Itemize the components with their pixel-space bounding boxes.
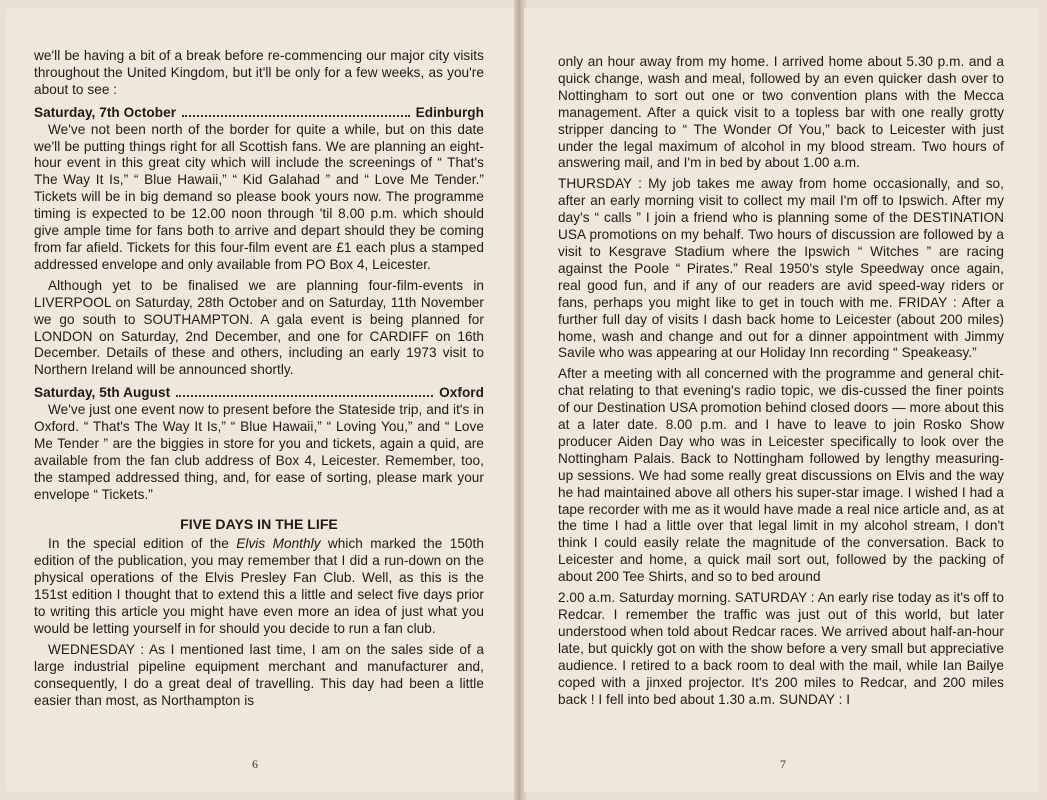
right-column (558, 54, 1004, 712)
text-run: In the special edition of the (48, 536, 237, 552)
left-page (6, 8, 516, 792)
saturday-paragraph: 2.00 a.m. Saturday morning. SATURDAY : An early rise today as it's off to Redcar. I remember the traffic was just out of this world, but later understood when told about Redcar races. We arrived about half-an-hour late, but quickly got on with the show before a very small but appreciative audience. I retired to a back room to deal with the mail, while Ian Bailye coped with a jinxed projector. It's 200 miles to Redcar, and 200 miles back ! I fell into bed about 1.30 a.m. SUNDAY : I (558, 590, 1004, 707)
event-date: Saturday, 7th October (34, 104, 177, 120)
event-city: Edinburgh (415, 104, 484, 120)
right-page (524, 8, 1039, 792)
wednesday-continued: only an hour away from my home. I arrived home about 5.30 p.m. and a quick change, wash and meal, followed by an even quicker dash over to Nottingham to sort out one or two convention plans with the Mecca management. After a quick visit to a topless bar with one really grotty stripper dancing to “ The Wonder Of You,” back to Leicester with just under the legal maximum of alcohol in my blood stream. Two hours of answering mail, and I'm in bed by about 1.00 a.m. (558, 54, 1004, 171)
text-run: which marked the 150th edition of the publication, you may remember that I did a run-down on the physical operations of the Elvis Presley Fan Club. Well, as this is the 151st edition I thought that to extend this a little and select five days prior to writing this article you might have even more an idea of just what you would be letting yourself in for should you decide to run a fan club. (34, 536, 484, 636)
section-title: FIVE DAYS IN THE LIFE (180, 515, 338, 532)
upcoming-events-paragraph: Although yet to be finalised we are planning four-film-events in LIVERPOOL on Saturday, 28th October and on Saturday, 11th November we go south to SOUTHAMPTON. A gala event is being planned for LONDON on Saturday, 2nd December, and one for CARDIFF on 16th December. Details of these and others, including an early 1973 visit to Northern Ireland will be announced shortly. (34, 277, 484, 378)
page-number: 6 (252, 757, 258, 771)
section-paragraph-2: WEDNESDAY : As I mentioned last time, I am on the sales side of a large industrial pipeline equipment merchant and manufacturer and, consequently, I do a great deal of travelling. This day had been a little easier than most, as Northampton is (34, 641, 484, 708)
section-paragraph-1 (34, 536, 484, 637)
event-city: Oxford (439, 385, 484, 401)
page-number: 7 (780, 757, 786, 771)
left-column (34, 48, 484, 714)
event-body-edinburgh: We've not been north of the border for quite a while, but on this date we'll be putting things right for all Scottish fans. We are planning an eight-hour event in this great city which will include the screenings of “ That's The Way It Is,” “ Blue Hawaii,” “ Kid Galahad ” and “ Love Me Tender.” Tickets will be in big demand so please book yours now. The programme timing is expected to be 12.00 noon through 'til 8.00 p.m. which should give ample time for fans both to arrive and depart should they be coming from far afield. Tickets for this four-film event are £1 each plus a stamped addressed envelope and only available from PO Box 4, Leicester. (34, 121, 484, 272)
event-heading-oxford (34, 385, 484, 402)
dot-leader (176, 394, 433, 397)
thursday-friday-paragraph: THURSDAY : My job takes me away from home occasionally, and so, after an early morning visit to collect my mail I'm off to Ipswich. After my day's “ calls ” I join a friend who is planning some of the DESTINATION USA promotions on my behalf. Two hours of discussion are followed by a visit to Kesgrave Stadium where the Ipswich “ Witches ” are racing against the Poole “ Pirates.” Real 1950's style Speedway once again, real good fun, and if any of our readers are avid speed-way riders or fans, perhaps you might like to get in touch with me. FRIDAY : After a further full day of visits I dash back home to Leicester (about 200 miles) home, wash and change and out for a dinner appointment with Jimmy Savile who was appearing at our Holiday Inn recording “ Speakeasy.” (558, 176, 1004, 361)
event-date: Saturday, 5th August (34, 385, 171, 401)
dot-leader (182, 114, 410, 117)
event-heading-edinburgh (34, 105, 484, 122)
publication-title: Elvis Monthly (236, 536, 321, 552)
meeting-paragraph: After a meeting with all concerned with the programme and general chit-chat relating to that evening's radio topic, we dis-cussed the finer points of our Destination USA promotion behind closed doors — more about this at a later date. 8.00 p.m. and I have to leave to join Rosko Show producer Aiden Day who was in Leicester specifically to look over the Nottingham Palais. Back to Nottingham followed by lengthy measuring-up sessions. We had some really great discussions on Elvis and the way he had maintained above all others his super-star image. I wished I had a tape recorder with me as it would have made a real nice article and, as at the time I had a little over that legal limit in my alcohol stream, I don't think I could easily relate the magnitude of the conversation. Back to Leicester and home, a quick mail sort out, followed by the packing of about 200 Tee Shirts, and so to bed around (558, 366, 1004, 585)
event-body-oxford: We've just one event now to present before the Stateside trip, and it's in Oxford. “ That's The Way It Is,” “ Blue Hawaii,” “ Loving You,” and “ Love Me Tender ” are the biggies in store for you and tickets, again a quid, are available from the fan club address of Box 4, Leicester. Remember, too, the stamped addressed thing, and, for ease of sorting, please mark your envelope “ Tickets.” (34, 402, 484, 502)
intro-paragraph: we'll be having a bit of a break before re-commencing our major city visits throughout the United Kingdom, but it'll be only for a few weeks, as you're about to see : (34, 48, 484, 97)
